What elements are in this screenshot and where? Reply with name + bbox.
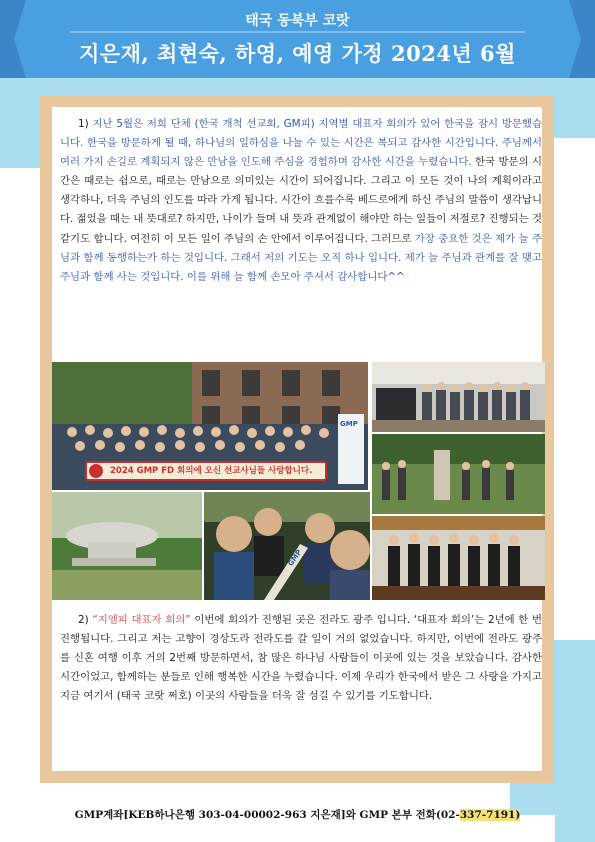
outdoor-gathering-photo: [372, 434, 545, 514]
section-1-body: 한국 방문의 시간은 때로는 쉼으로, 때로는 만남으로 의미있는 시간이 되어집니다. 그리고 이 모든 것이 나의 계획이라고 생각하나, 더욱 주님의 인도를 따라 가게 됩니다. 시간이 흐를수록 베드로에게 하신 주님의 말씀이 생각납니다. 젊었을 때는 내 뜻대로? 하지만, 나이가 들며 내 뜻과 관계없이 해야만 하는 일들이 저절로? 진행되는 것 같기도 합니다. 여전히 이 모든 일이 주님의 손 안에서 이루어집니다. 그러므로: [60, 156, 543, 245]
section-1-number: 1): [78, 118, 93, 130]
selfie-photo: [204, 492, 370, 600]
section-2-heading: “지엠피 대표자 회의”: [92, 614, 191, 626]
footer-phone-highlight: 337-7191): [459, 809, 521, 821]
section-1-text: [60, 115, 542, 287]
header-banner: [0, 0, 595, 78]
photo-sign-text: GMP: [286, 548, 304, 568]
section-2-text: [60, 611, 542, 706]
meeting-room-photo: [372, 362, 545, 432]
section-2-body: 이번에 회의가 진행된 곳은 전라도 광주 입니다. ‘대표자 회의’는 2년에 한 번 진행됩니다. 그리고 저는 고향이 경상도라 전라도를 갈 일이 거의 없었습니다. 하지만, 이번에 전라도 광주를 신혼 여행 이후 거의 2번째 방문하면서, 참 많은 하나님 사람들이 이곳에 있는 것을 보았습니다. 감사한 시간이었고, 함께하는 분들로 인해 행복한 시간을 누렸습니다. 이제 우리가 한국에서 받은 그 사랑을 가지고 지금 여기서 (태국 코랏 쩌호) 이곳의 사람들을 더욱 잘 섬길 수 있기를 기도합니다.: [60, 614, 543, 703]
photo-banner-text: 2024 GMP FD 회의에 오신 선교사님들 사랑합니다.: [110, 466, 313, 476]
photo-logo-text: GMP: [340, 420, 358, 428]
section-2-number: 2): [78, 614, 93, 626]
group-photo-building: [52, 362, 368, 490]
section-1-highlight-2: 가장 중요한 것은 제가 늘 주님과 함께 동행하는가 하는 것입니다. 그래서 저의 기도는 오직 하나 입니다. 제가 늘 주님과 관계를 잘 맺고 주님과 함께 사는 것입니다. 이를 위해 늘 함께 손모아 주셔서 감사합니다^^: [60, 232, 542, 283]
footer-contact: [0, 807, 595, 822]
choir-photo: [372, 516, 545, 600]
header-title: 지은재, 최현숙, 하영, 예영 가정 2024년 6월: [79, 41, 516, 66]
footer-text: GMP계좌[KEB하나은행 303-04-00002-963 지은재]와 GMP 본부 전화(02-: [74, 809, 460, 821]
section-1-highlight: 지난 5월은 저희 단체 (한국 개척 선교회, GM피) 지역별 대표자 회의가 있어 한국을 잠시 방문했습니다. 한국을 방문하게 될 때, 하나님의 일하심을 나눌 수 있는 시간은 복되고 감사한 시간입니다. 주님께서 여러 가지 손길로 계획되지 않은 만남을 인도해 주심을 경험하며 감사한 시간을 누렸습니다.: [60, 118, 543, 169]
header-subtitle: 태국 동북부 코랏: [245, 13, 350, 29]
monument-photo: [52, 492, 202, 600]
